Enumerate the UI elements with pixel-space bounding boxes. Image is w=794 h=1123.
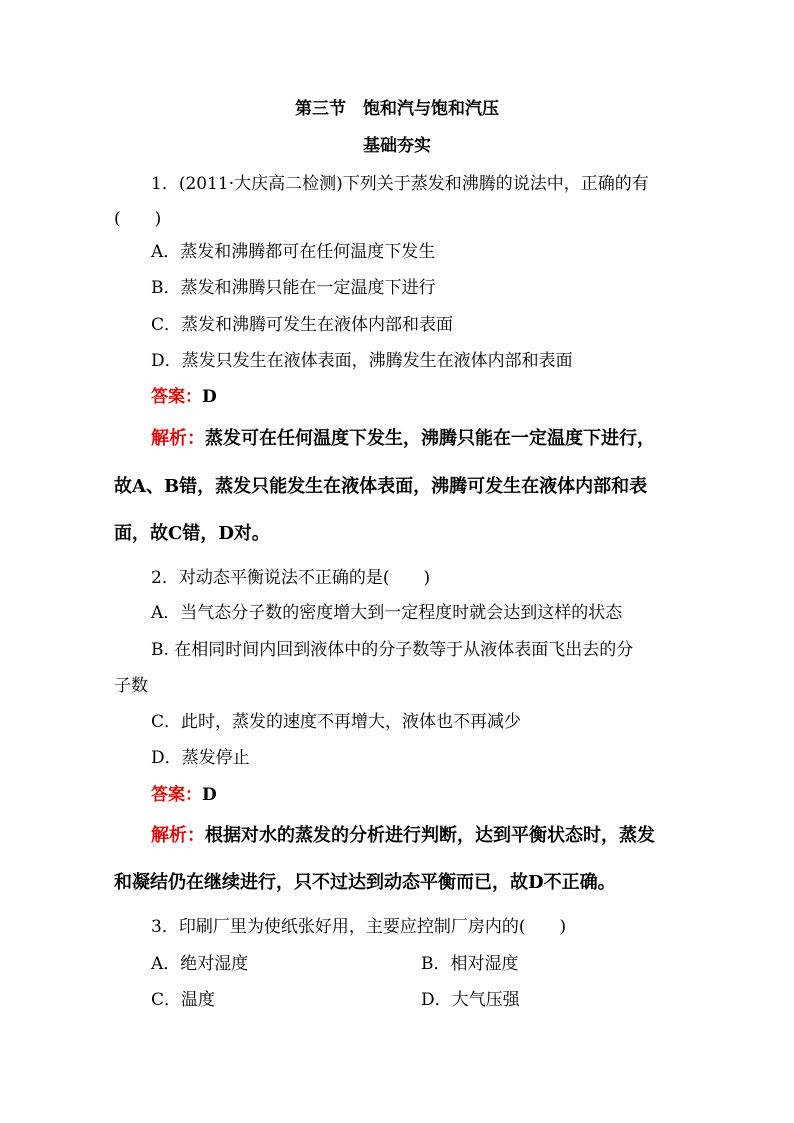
answer-label: 答案： <box>151 785 202 805</box>
q1-explanation-line2: 故A、B错，蒸发只能发生在液体表面，沸腾可发生在液体内部和表 <box>114 476 648 497</box>
q2-option-b-cont: 子数 <box>114 676 148 696</box>
q1-option-d: D．蒸发只发生在液体表面，沸腾发生在液体内部和表面 <box>151 351 573 371</box>
q3-stem: 3．印刷厂里为使纸张好用，主要应控制厂房内的( ) <box>151 917 567 937</box>
explanation-label: 解析： <box>151 825 205 846</box>
explanation-text: 根据对水的蒸发的分析进行判断，达到平衡状态时，蒸发 <box>205 825 655 846</box>
answer-value: D <box>202 785 217 805</box>
explanation-label: 解析： <box>151 428 205 449</box>
explanation-text: 蒸发可在任何温度下发生，沸腾只能在一定温度下进行， <box>205 428 655 449</box>
q2-option-d: D．蒸发停止 <box>151 748 250 768</box>
q1-answer <box>151 386 217 408</box>
q2-explanation-line1 <box>151 825 655 847</box>
q1-explanation-line3: 面，故C错，D对。 <box>114 523 270 544</box>
q2-answer <box>151 784 217 806</box>
q2-stem: 2．对动态平衡说法不正确的是( ) <box>151 568 431 588</box>
subsection-title: 基础夯实 <box>363 136 431 156</box>
q3-option-b: B．相对湿度 <box>421 954 519 974</box>
answer-label: 答案： <box>151 387 202 407</box>
q1-option-a: A．蒸发和沸腾都可在任何温度下发生 <box>151 242 436 262</box>
q3-option-c: C．温度 <box>151 990 216 1010</box>
q2-option-c: C．此时，蒸发的速度不再增大，液体也不再减少 <box>151 712 522 732</box>
q2-explanation-line2: 和凝结仍在继续进行，只不过达到动态平衡而已，故D不正确。 <box>114 872 616 893</box>
q1-explanation-line1 <box>151 428 655 450</box>
q3-option-d: D．大气压强 <box>421 990 520 1010</box>
q2-option-a: A．当气态分子数的密度增大到一定程度时就会达到这样的状态 <box>151 603 623 623</box>
q3-option-a: A．绝对湿度 <box>151 954 249 974</box>
section-title: 第三节 饱和汽与饱和汽压 <box>295 99 499 119</box>
q1-option-c: C．蒸发和沸腾可发生在液体内部和表面 <box>151 315 454 335</box>
q1-option-b: B．蒸发和沸腾只能在一定温度下进行 <box>151 278 436 298</box>
answer-value: D <box>202 387 217 407</box>
q1-stem: 1．(2011·大庆高二检测)下列关于蒸发和沸腾的说法中，正确的有 <box>151 174 649 194</box>
q2-option-b: B. 在相同时间内回到液体中的分子数等于从液体表面飞出去的分 <box>151 640 634 660</box>
q1-stem-paren: ( ) <box>114 209 162 229</box>
